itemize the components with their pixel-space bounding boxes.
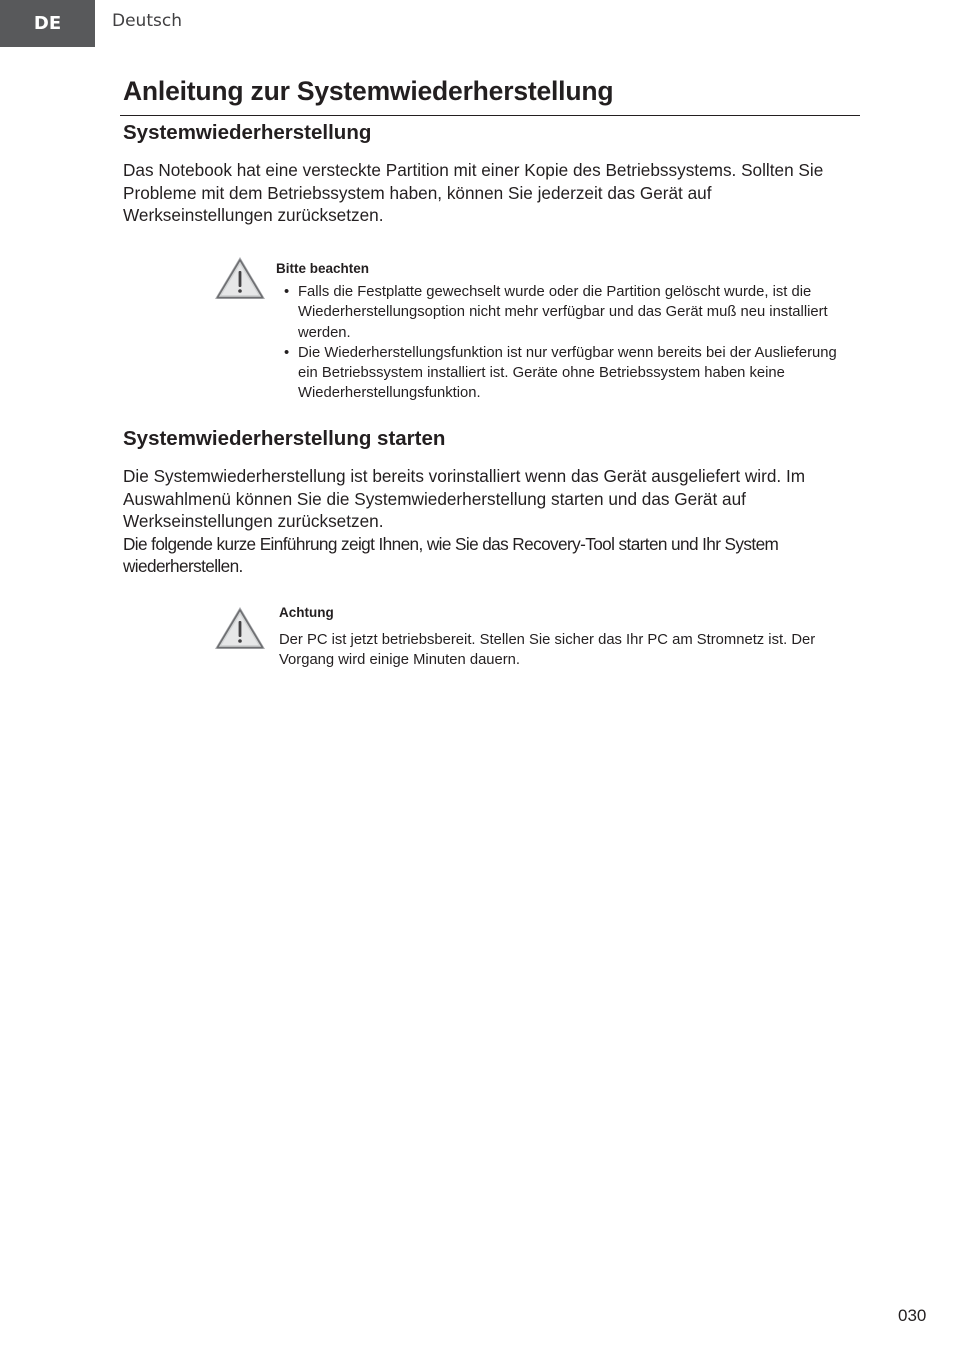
note-title: Bitte beachten	[276, 261, 370, 276]
page-title: Anleitung zur Systemwiederherstellung	[123, 76, 614, 106]
section-recovery-paragraph	[123, 159, 858, 227]
note-list	[276, 282, 856, 404]
section-start-paragraph	[123, 465, 858, 578]
warning-triangle-icon	[213, 605, 267, 651]
recovery-intro-text: Das Notebook hat eine versteckte Partition mit einer Kopie des Betriebssystems. Sollten Sie Probleme mit dem Betriebssystem haben, können Sie jederzeit das Gerät auf Werkseinstellungen zurücksetzen.	[123, 160, 824, 225]
note-box-bitte-beachten	[213, 255, 863, 405]
note-box-achtung	[213, 605, 863, 675]
note-title: Achtung	[279, 605, 334, 620]
section-heading-recovery: Systemwiederherstellung	[123, 121, 372, 144]
start-intro-text: Die Systemwiederherstellung ist bereits vorinstalliert wenn das Gerät ausgeliefert wird. Im Auswahlmenü können Sie die Systemwiederherstellung starten und das Gerät auf Werkseinstellungen zurücksetzen.	[123, 466, 806, 531]
title-divider	[120, 115, 860, 116]
list-item: • Falls die Festplatte gewechselt wurde oder die Partition gelöscht wurde, ist die Wiederherstellungsoption nicht mehr verfügbar und das Gerät muß neu installiert werden.	[276, 282, 856, 343]
language-name: Deutsch	[112, 11, 182, 31]
warning-triangle-icon	[213, 255, 267, 301]
language-tab	[0, 0, 95, 47]
note-text: Der PC ist jetzt betriebsbereit. Stellen Sie sicher das Ihr PC am Stromnetz ist. Der Vorgang wird einige Minuten dauern.	[279, 632, 816, 669]
section-heading-start-recovery: Systemwiederherstellung starten	[123, 427, 446, 450]
list-item: • Die Wiederherstellungsfunktion ist nur verfügbar wenn bereits bei der Auslieferung ein Betriebssystem installiert ist. Geräte ohne Betriebssystem haben keine Wiederherstellungsfunktion.	[276, 343, 856, 404]
page-number: 030	[898, 1306, 927, 1325]
start-guide-text: Die folgende kurze Einführung zeigt Ihnen, wie Sie das Recovery-Tool starten und Ihr System wiederherstellen.	[123, 533, 779, 576]
language-code: DE	[33, 13, 62, 34]
